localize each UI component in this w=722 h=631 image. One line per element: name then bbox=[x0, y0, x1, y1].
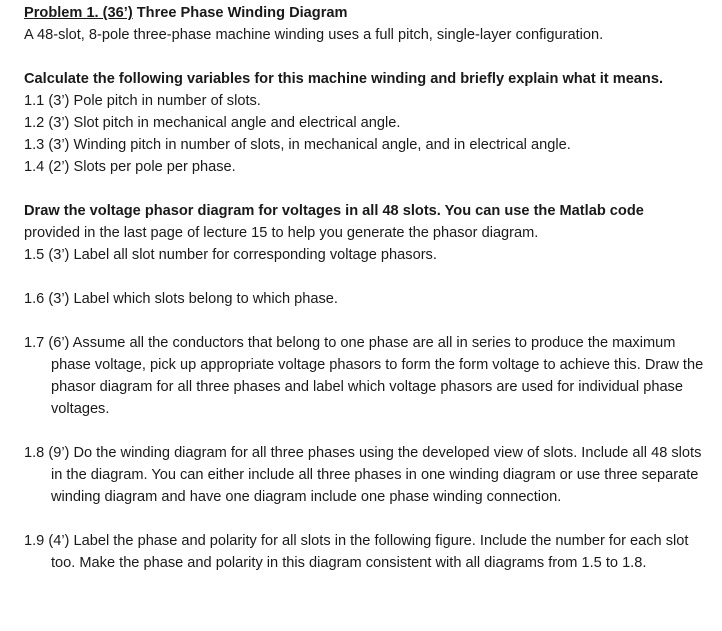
spacer bbox=[24, 46, 716, 68]
item-1-2: 1.2 (3’) Slot pitch in mechanical angle and electrical angle. bbox=[24, 115, 401, 131]
section2-heading: Draw the voltage phasor diagram for voltages in all 48 slots. You can use the Matlab code bbox=[24, 203, 644, 219]
spacer bbox=[24, 310, 716, 332]
item-1-1: 1.1 (3’) Pole pitch in number of slots. bbox=[24, 93, 261, 109]
item-1-5: 1.5 (3’) Label all slot number for corresponding voltage phasors. bbox=[24, 247, 437, 263]
problem-title: Three Phase Winding Diagram bbox=[136, 5, 348, 21]
item-1-6: 1.6 (3’) Label which slots belong to which phase. bbox=[24, 291, 338, 307]
problem-label: Problem 1. (36’) bbox=[24, 5, 133, 21]
item-1-9: 1.9 (4’) Label the phase and polarity for all slots in the following figure. Include the number for each slot too. Make the phase and polarity in this diagram consistent with all diagrams from 1.5 to 1.8. bbox=[24, 533, 689, 571]
problem-description: A 48-slot, 8-pole three-phase machine winding uses a full pitch, single-layer configuration. bbox=[24, 27, 604, 43]
spacer bbox=[24, 266, 716, 288]
spacer bbox=[24, 420, 716, 442]
spacer bbox=[24, 508, 716, 530]
item-1-4: 1.4 (2’) Slots per pole per phase. bbox=[24, 159, 236, 175]
section1-heading: Calculate the following variables for this machine winding and briefly explain what it means. bbox=[24, 71, 664, 87]
problem-header bbox=[24, 2, 716, 24]
section2-heading-cont: provided in the last page of lecture 15 to help you generate the phasor diagram. bbox=[24, 225, 539, 241]
item-1-3: 1.3 (3’) Winding pitch in number of slots, in mechanical angle, and in electrical angle. bbox=[24, 137, 571, 153]
item-1-7: 1.7 (6’) Assume all the conductors that belong to one phase are all in series to produce the maximum phase voltage, pick up appropriate voltage phasors to form the form voltage to achieve this. Draw the phasor diagram for all three phases and label which voltage phasors are used for individual phase voltages. bbox=[24, 335, 704, 417]
item-1-8: 1.8 (9’) Do the winding diagram for all three phases using the developed view of slots. Include all 48 slots in the diagram. You can either include all three phases in one winding diagram or use three separate winding diagram and have one diagram include one phase winding connection. bbox=[24, 445, 702, 505]
spacer bbox=[24, 178, 716, 200]
